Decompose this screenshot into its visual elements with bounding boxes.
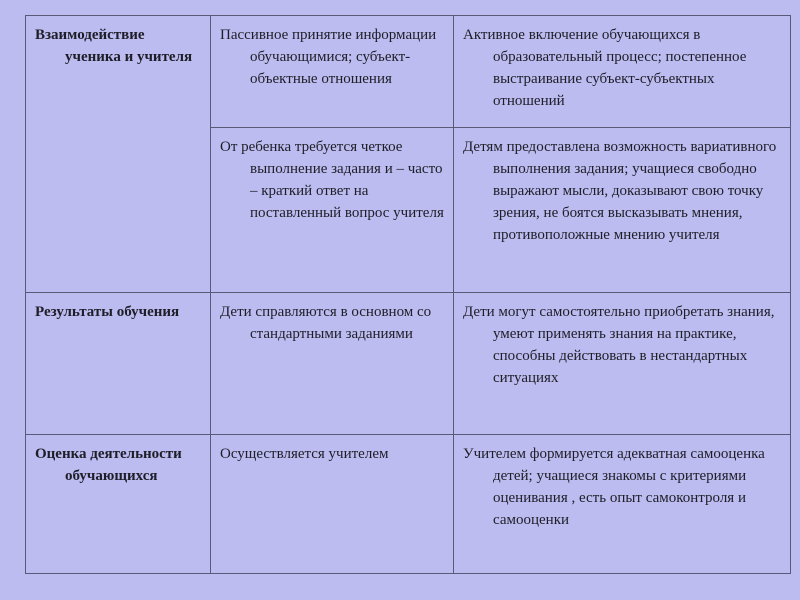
passive-cell — [211, 128, 454, 293]
row-label: Взаимодействие ученика и учителя — [35, 27, 193, 65]
active-cell — [454, 128, 791, 293]
passive-text: Осуществляется учителем — [220, 446, 389, 462]
table-row — [26, 16, 791, 128]
row-label-cell — [26, 293, 211, 435]
active-cell — [454, 435, 791, 574]
row-label-cell — [26, 435, 211, 574]
passive-cell — [211, 293, 454, 435]
active-text: Активное включение обучающихся в образовательный процесс; постепенное выстраивание субъект-субъектных отношений — [463, 27, 747, 109]
comparison-table — [25, 15, 791, 574]
row-label: Результаты обучения — [35, 304, 180, 320]
active-cell — [454, 293, 791, 435]
passive-text: Дети справляются в основном со стандартными заданиями — [220, 304, 432, 342]
table-row — [26, 293, 791, 435]
active-text: Учителем формируется адекватная самооценка детей; учащиеся знакомы с критериями оценивания , есть опыт самоконтроля и самооценки — [463, 446, 765, 528]
table-row — [26, 435, 791, 574]
passive-text: Пассивное принятие информации обучающимися; субъект-объектные отношения — [220, 27, 437, 87]
row-label-cell — [26, 16, 211, 293]
row-label: Оценка деятельности обучающихся — [35, 446, 182, 484]
active-text: Детям предоставлена возможность вариативного выполнения задания; учащиеся свободно выражают мысли, доказывают свою точку зрения, не боятся высказывать мнения, противоположные мнению учителя — [463, 139, 777, 243]
passive-cell — [211, 16, 454, 128]
active-text: Дети могут самостоятельно приобретать знания, умеют применять знания на практике, способны действовать в нестандартных ситуациях — [463, 304, 775, 386]
passive-text: От ребенка требуется четкое выполнение задания и – часто – краткий ответ на поставленный вопрос учителя — [220, 139, 444, 221]
passive-cell — [211, 435, 454, 574]
active-cell — [454, 16, 791, 128]
